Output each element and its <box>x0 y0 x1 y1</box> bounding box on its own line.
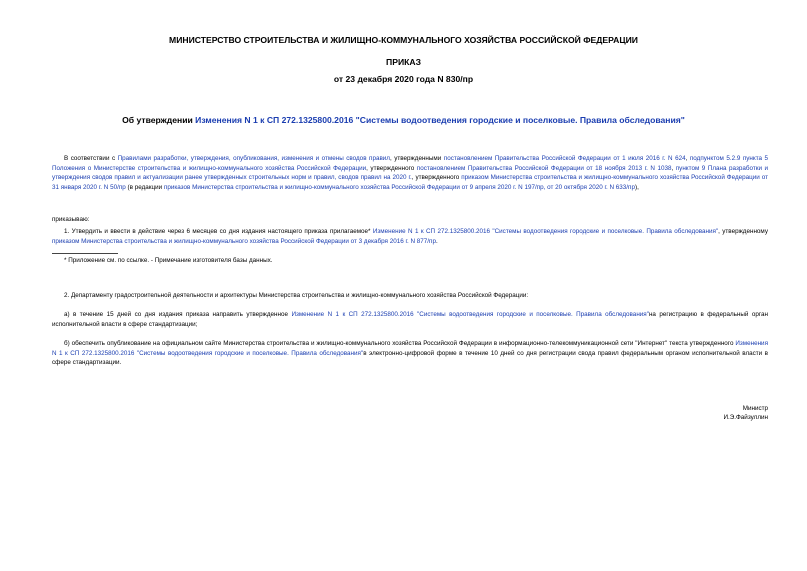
order-heading: ПРИКАЗ <box>386 57 421 67</box>
item-1-text-3: . <box>435 237 438 245</box>
signature-name: И.Э.Файзуллин <box>723 414 768 421</box>
item-2b-paragraph <box>52 339 768 368</box>
order-date: от 23 декабря 2020 года N 830/пр <box>333 74 474 84</box>
intro-text-3: , <box>685 155 690 162</box>
order-50-link[interactable]: приказом Министерства строительства и жилищно-коммунального хозяйства Российской Федерации от 31 января 2020 г. N 50/пр <box>52 174 769 191</box>
intro-text-6: , утвержденного <box>411 174 462 182</box>
plan-point-9-link[interactable]: пунктом 9 Плана разработки и утверждения сводов правил и актуализации ранее утвержденных строительных норм и правил, сводов правил на 2020 г. <box>52 164 769 182</box>
resolution-624-link[interactable]: постановлением Правительства Российской Федерации от 1 июля 2016 г. N 624 <box>443 155 686 162</box>
rules-link[interactable]: Правилами разработки, утверждения, опубликования, изменения и отмены сводов правил <box>117 155 390 162</box>
item-1-paragraph <box>52 227 768 246</box>
item-2-paragraph: 2. Департаменту градостроительной деятельности и архитектуры Министерства строительства и жилищно-коммунального хозяйства Российской Федерации: <box>64 292 529 299</box>
item-2b-text-2: в электронно-цифровой форме в течение 10 дней со дня регистрации свода правил федеральным органом исполнительной власти в сфере стандартизации. <box>52 349 768 367</box>
intro-text-5: , <box>671 164 676 172</box>
item-1-text-1: 1. Утвердить и ввести в действие через 6 месяцев со дня издания настоящего приказа прилагаемое* <box>64 228 373 235</box>
item-2a-text-2: на регистрацию в федеральный орган исполнительной власти в сфере стандартизации; <box>52 311 768 328</box>
footnote: * Приложение см. по ссылке. - Примечание изготовителя базы данных. <box>64 257 273 264</box>
intro-paragraph <box>52 154 768 192</box>
intro-text-8: ), <box>634 183 639 191</box>
title-link[interactable]: Изменения N 1 к СП 272.1325800.2016 "Системы водоотведения городские и поселковые. Правила обследования" <box>195 115 685 125</box>
footnote-separator <box>52 253 118 254</box>
change-1-link-2a[interactable]: Изменение N 1 к СП 272.1325800.2016 "Системы водоотведения городские и поселковые. Правила обследования" <box>291 311 649 318</box>
resolution-1038-link[interactable]: постановлением Правительства Российской Федерации от 18 ноября 2013 г. N 1038 <box>416 164 672 172</box>
item-2a-paragraph <box>52 310 768 329</box>
regulation-subpoint-link[interactable]: подпунктом 5.2.9 пункта 5 Положения о Министерстве строительства и жилищно-коммунального хозяйства Российской Федерации <box>52 155 769 172</box>
item-2b-text-1: б) обеспечить опубликование на официальном сайте Министерства строительства и жилищно-коммунального хозяйства Российской Федерации в информационно-телекоммуникационной сети "Интернет" текста утвержденного <box>64 340 736 347</box>
document-title <box>0 115 807 126</box>
title-prefix: Об утверждении <box>122 115 196 125</box>
intro-text-4: , утвержденного <box>366 164 417 172</box>
change-1-link-2b[interactable]: Изменения N 1 к СП 272.1325800.2016 "Системы водоотведения городские и поселковые. Правила обследования" <box>52 340 768 357</box>
orders-word: приказываю: <box>52 216 90 223</box>
change-1-link[interactable]: Изменение N 1 к СП 272.1325800.2016 "Системы водоотведения городские и поселковые. Правила обследования" <box>372 228 719 235</box>
signature-title: Министр <box>742 405 768 412</box>
intro-text-2: , утвержденными <box>390 155 444 162</box>
order-877-link[interactable]: приказом Министерства строительства и жилищно-коммунального хозяйства Российской Федерации от 3 декабря 2016 г. N 877/пр <box>52 237 436 245</box>
intro-text-7: (в редакции <box>125 183 164 191</box>
item-2a-text-1: а) в течение 15 дней со дня издания приказа направить утвержденное <box>64 311 292 318</box>
orders-197-633-link[interactable]: приказов Министерства строительства и жилищно-коммунального хозяйства Российской Федерации от 9 апреля 2020 г. N 197/пр, от 20 октября 2020 г. N 633/пр <box>163 183 635 191</box>
intro-text-1: В соответствии с <box>64 155 118 162</box>
item-1-text-2: , утвержденному <box>718 228 768 235</box>
ministry-heading: МИНИСТЕРСТВО СТРОИТЕЛЬСТВА И ЖИЛИЩНО-КОММУНАЛЬНОГО ХОЗЯЙСТВА РОССИЙСКОЙ ФЕДЕРАЦИИ <box>169 35 638 45</box>
